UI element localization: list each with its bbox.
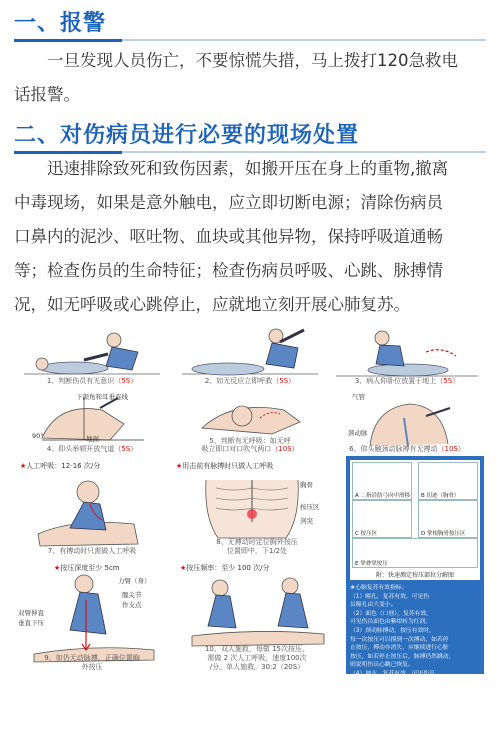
section-1-header xyxy=(14,6,106,36)
step-7-panel xyxy=(14,458,170,558)
step-8-text-b: 位置即中，下1/2处 xyxy=(172,546,342,556)
indicator-line: 可见伤员面色由紫绀转为红润。 xyxy=(350,618,480,627)
hip-joint-label: 髋关节 xyxy=(122,590,142,599)
press-rate-label: 按压频率：至少 100 次/分 xyxy=(186,564,269,572)
indicator-line: （3）颈动脉搏动，按压有效时， xyxy=(350,627,480,636)
step-5-panel xyxy=(172,388,328,456)
step-6-time: （10S） xyxy=(438,445,465,453)
step-4-panel xyxy=(14,388,170,456)
section-1-body xyxy=(14,44,486,112)
step-6-text: 6、仰头触颈动脉搏有无搏动 xyxy=(349,445,437,453)
vertical-press-label: 垂直下压 xyxy=(18,618,44,627)
indicator-line: 察，有时很早出现自主呼吸，但呼吸 xyxy=(350,704,480,713)
rescue-breathing-illustration xyxy=(14,458,170,558)
step-5-time: （10S） xyxy=(271,445,298,453)
press-zone-label: 按压区 xyxy=(300,502,320,511)
locate-step-b-label: B 切迹（胸骨） xyxy=(421,491,460,499)
step-2-time: （5S） xyxy=(272,377,295,385)
star-icon: ★ xyxy=(54,564,60,572)
locate-step-e xyxy=(352,538,478,568)
rescue-breath-label: 人工呼吸：12-16 次/分 xyxy=(26,462,100,470)
step-3-time: （5S） xyxy=(436,377,459,385)
indicator-line: 每一次按压可以摸到一次搏动，如若停 xyxy=(350,636,480,645)
section-1-line: 一旦发现人员伤亡，不要惊慌失措，马上拨打120急救电 xyxy=(14,44,486,78)
locate-step-c xyxy=(352,500,412,538)
star-icon: ★ xyxy=(176,462,182,470)
step-8-panel xyxy=(172,458,342,558)
section-2-line: 中毒现场，如果是意外触电，应立即切断电源；清除伤病员 xyxy=(14,186,486,220)
ground-label: 地面 xyxy=(86,434,99,443)
star-icon: ★ xyxy=(20,462,26,470)
step-10-text-a: 10、双人施救，每做 15次按压， xyxy=(172,644,342,654)
step-6-panel xyxy=(330,388,484,456)
sternum-label: 胸骨 xyxy=(300,480,313,489)
step-10-text-c: /分。单人施救。30:2（20S） xyxy=(172,662,342,672)
step-1-text: 1、判断伤员有无意识 xyxy=(47,377,114,385)
star-icon: ★ xyxy=(180,564,186,572)
section-2-heading: 二、对伤病员进行必要的现场处置 xyxy=(14,118,359,149)
locate-step-e-label: E 掌叠掌按压 xyxy=(355,559,388,567)
arms-straight-label: 双臂伸直 xyxy=(18,608,44,617)
force-label: 力臂（身） xyxy=(118,576,151,585)
locate-step-d xyxy=(418,500,478,538)
step-3-panel xyxy=(330,322,484,388)
section-2-line: 口鼻内的泥沙、呕吐物、血块或其他异物，保持呼吸道通畅 xyxy=(14,220,486,254)
carotid-label: 颈动脉 xyxy=(348,428,368,437)
indicator-line: ★心肺复苏有效指标： xyxy=(350,584,480,593)
indicator-line: 吸。 xyxy=(350,722,480,730)
section-2-header xyxy=(14,118,359,148)
indicator-line: 则说明伤员心跳已恢复。 xyxy=(350,661,480,670)
effectiveness-indicators xyxy=(350,584,480,670)
step-9-text-a: 9、如仍无动脉搏，正确位置胸 xyxy=(14,653,170,663)
section-1-heading: 一、报警 xyxy=(14,6,106,37)
section-1-divider xyxy=(14,39,486,41)
indicator-line: 有眼球活动，睫毛反射与对光反射出 xyxy=(350,679,480,688)
step-7-text: 7、有搏动时只需做人工呼吸 xyxy=(14,546,170,556)
cpr-infographic xyxy=(14,322,484,674)
section-2-line: 迅速排除致死和致伤因素，如搬开压在身上的重物,撤离 xyxy=(14,152,486,186)
section-2-body xyxy=(14,152,486,322)
step-10-text-b: 需做 2 次人工呼吸，速度100次 xyxy=(172,653,342,663)
step-1-panel xyxy=(14,322,170,388)
indicator-line: （5）出现自主呼吸，应注意观 xyxy=(350,696,480,705)
locate-step-d-label: D 掌根胸骨按压区 xyxy=(421,529,465,537)
step-2-text: 2、如无反应立即呼救 xyxy=(205,377,272,385)
locate-caption: 附：快速测定按压部位分解图 xyxy=(350,570,480,579)
press-depth-label: 按压深度至少 5cm xyxy=(60,564,119,572)
cpr-locate-panel xyxy=(346,456,484,674)
locate-step-a-label: A 二指沿肋弓向中滑移 xyxy=(355,491,410,499)
fulcrum-label: 作支点 xyxy=(122,600,142,609)
locate-step-b xyxy=(418,462,478,500)
check-pulse-label: 用击前有脉搏时只做人工呼吸 xyxy=(182,462,273,470)
xiphoid-label: 剑突 xyxy=(300,516,313,525)
step-2-panel xyxy=(172,322,328,388)
indicator-line: 员瞳孔由大变小。 xyxy=(350,601,480,610)
step-9-text-b: 外按压 xyxy=(14,662,170,672)
indicator-line: 按压，如若停止按压后，脉搏仍然跳动， xyxy=(350,653,480,662)
locate-diagram-grid xyxy=(350,460,480,580)
indicator-line: （1）瞳孔，复苏有效，可见伤 xyxy=(350,593,480,602)
step-9-panel xyxy=(14,560,170,674)
step-10-panel xyxy=(172,560,342,674)
section-1-line: 话报警。 xyxy=(14,78,486,112)
section-2-line: 况，如无呼吸或心跳停止，应就地立刻开展心肺复苏。 xyxy=(14,288,486,322)
indicator-line: 止按压，搏动亦消失，应继续进行心脏 xyxy=(350,644,480,653)
step-4-time: （5S） xyxy=(114,445,137,453)
step-3-text: 3、病人仰卧位放置于地上 xyxy=(355,377,436,385)
step-4-text: 4、仰头举颏开放气道 xyxy=(47,445,114,453)
angle-label: 90° xyxy=(32,432,44,440)
indicator-line: 现，甚至手脚开始抽动，肌张力增加。 xyxy=(350,687,480,696)
locate-step-c-label: C 按压区 xyxy=(355,529,377,537)
section-2-line: 等；检查伤员的生命特征；检查伤病员呼吸、心跳、脉搏情 xyxy=(14,254,486,288)
step-5-text-a: 5、判断有无呼吸：如无呼 xyxy=(209,437,290,445)
step-5-text-b: 吸立即口对口吹气两口 xyxy=(201,445,271,453)
indicator-line: （2）面色（口唇），复苏有效， xyxy=(350,610,480,619)
airway-label: 气管 xyxy=(352,392,365,401)
indicator-line: （4）神志，复苏有效，可见伤员 xyxy=(350,670,480,679)
jaw-line-label: 下颌角和耳垂连线 xyxy=(76,392,128,401)
step-8-text-a: 8、无搏动时定位胸外按压 xyxy=(172,537,342,547)
locate-step-a xyxy=(352,462,412,500)
step-1-time: （5S） xyxy=(114,377,137,385)
indicator-line: 如果自主呼吸微弱，仍应坚持口对口呼 xyxy=(350,713,480,722)
